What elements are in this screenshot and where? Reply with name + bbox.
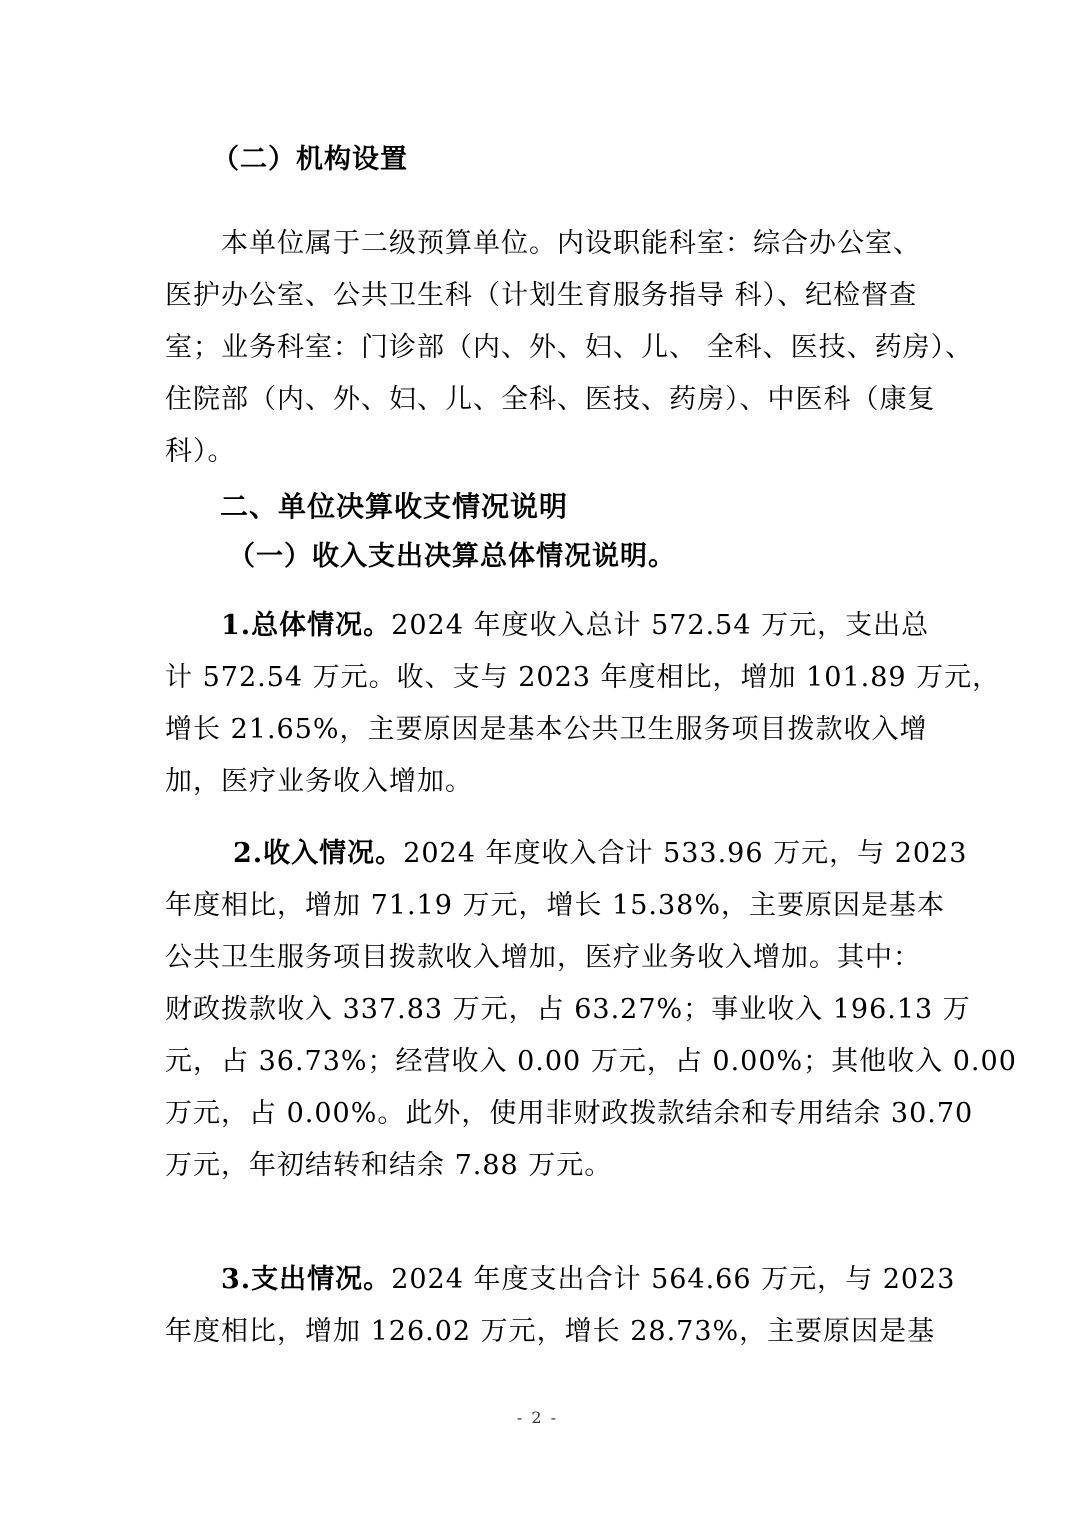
- income-line-5: 元，占 36.73%；经营收入 0.00 万元，占 0.00%；其他收入 0.00: [165, 1046, 1017, 1077]
- income-lead: 2.收入情况。: [233, 838, 404, 869]
- org-line-1: 本单位属于二级预算单位。内设职能科室：综合办公室、: [221, 228, 921, 259]
- overall-paragraph: [165, 600, 1001, 808]
- income-line-4: 财政拨款收入 337.83 万元，占 63.27%；事业收入 196.13 万: [165, 994, 971, 1025]
- income-line-3: 公共卫生服务项目拨款收入增加，医疗业务收入增加。其中：: [165, 942, 921, 973]
- overall-line-3: 增长 21.65%，主要原因是基本公共卫生服务项目拨款收入增: [165, 714, 928, 745]
- overall-line-4: 加，医疗业务收入增加。: [165, 766, 473, 797]
- expense-line-2: 年度相比，增加 126.02 万元，增长 28.73%，主要原因是基: [165, 1316, 936, 1347]
- org-line-5: 科）。: [165, 436, 236, 467]
- overall-line-1: [165, 600, 930, 652]
- income-paragraph: [165, 828, 1017, 1192]
- expense-line-1: [165, 1254, 956, 1306]
- income-line-1: [165, 828, 968, 880]
- section-heading-two: 二、单位决算收支情况说明: [220, 490, 569, 523]
- org-line-2: 医护办公室、公共卫生科（计划生育服务指导 科）、纪检督查: [165, 280, 918, 311]
- overall-line-2: 计 572.54 万元。收、支与 2023 年度相比，增加 101.89 万元，: [165, 662, 1001, 693]
- page-number: - 2 -: [516, 1408, 559, 1427]
- section-heading-org: （二）机构设置: [212, 144, 408, 175]
- expense-lead: 3.支出情况。: [221, 1264, 392, 1295]
- org-line-3: 室；业务科室：门诊部（内、外、妇、儿、 全科、医技、药房）、: [165, 332, 974, 363]
- org-paragraph: [165, 218, 974, 478]
- expense-line-1-text: 2024 年度支出合计 564.66 万元，与 2023: [391, 1264, 956, 1295]
- overall-lead: 1.总体情况。: [221, 610, 392, 641]
- income-line-7: 万元，年初结转和结余 7.88 万元。: [165, 1150, 613, 1181]
- income-line-2: 年度相比，增加 71.19 万元，增长 15.38%，主要原因是基本: [165, 890, 945, 921]
- section-subheading-one: （一）收入支出决算总体情况说明。: [228, 541, 676, 572]
- overall-line-1-text: 2024 年度收入总计 572.54 万元，支出总: [391, 610, 930, 641]
- income-line-6: 万元，占 0.00%。此外，使用非财政拨款结余和专用结余 30.70: [165, 1098, 974, 1129]
- expense-paragraph: [165, 1254, 956, 1358]
- income-line-1-text: 2024 年度收入合计 533.96 万元，与 2023: [403, 838, 968, 869]
- org-line-4: 住院部（内、外、妇、儿、全科、医技、药房）、中医科（康复: [165, 384, 936, 415]
